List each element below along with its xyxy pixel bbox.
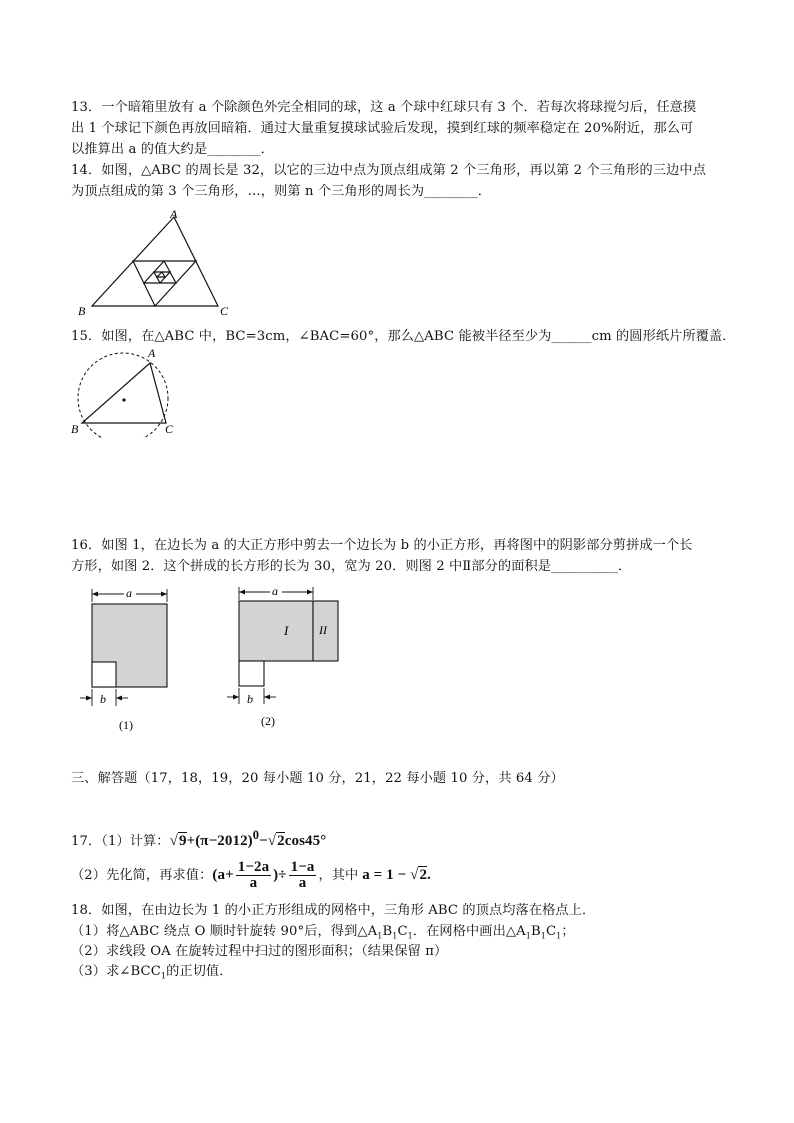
triangle-5 — [157, 272, 165, 277]
q18-line-4: （3）求$\angle BCC_1$的正切值． — [71, 964, 233, 981]
q17-part-2-where: ，其中 — [318, 868, 359, 883]
small-square-outline — [239, 661, 264, 686]
triangle-abc — [82, 363, 166, 423]
label-b: B — [71, 422, 79, 436]
circle-center — [122, 398, 125, 401]
label-part-i: I — [284, 623, 289, 638]
q17-part-1-expression: $√9+(\pi-2012)^0-√2\cos 45^\circ$ — [169, 828, 327, 849]
q13-line-3: 以推算出 a 的值大约是________． — [71, 142, 274, 157]
label-a: A — [148, 346, 156, 360]
q15-circumcircle-figure — [70, 343, 180, 438]
q17-part-2-expression: (a+ $\frac{1-2a}{a}$ )÷ $\frac{1-a}{a}$ — [212, 859, 315, 892]
label-a: a — [126, 586, 132, 600]
label-a: a — [272, 584, 278, 598]
q17-part-1 — [71, 826, 326, 851]
q14-line-2: 为顶点组成的第 3 个三角形，…，则第 n 个三角形的周长为________． — [71, 184, 491, 199]
label-part-ii: II — [319, 623, 327, 637]
part-i-rectangle — [239, 601, 313, 661]
section-3-heading: 三、解答题（17，18，19，20 每小题 10 分，21，22 每小题 10 分，共 64 分） — [71, 771, 564, 786]
q14-line-1: 14．如图，△ABC 的周长是 32，以它的三边中点为顶点组成第 2 个三角形，再以第 2 个三角形的三边中点 — [71, 163, 706, 178]
circumcircle — [78, 353, 168, 438]
q16-line-2: 方形，如图 2．这个拼成的长方形的长为 30，宽为 20．则图 2 中Ⅱ部分的面积是__________． — [71, 559, 632, 574]
q16-figure-2 — [225, 582, 355, 734]
fraction-2: $\frac{1-a}{a}$ — [290, 859, 315, 892]
q18-line-1: 18．如图，在由边长为 1 的小正方形组成的网格中，三角形 ABC 的顶点均落在格点上． — [71, 903, 596, 918]
label-c: C — [165, 422, 174, 436]
q18-line-2: （1）将△ABC 绕点 O 顺时针旋转 90°后，得到$\triangle A_1B_1C_1$．在网格中画出$\triangle A_1B_1C_1$； — [71, 924, 575, 941]
q16-figure-1 — [75, 582, 185, 734]
caption-1: (1) — [119, 718, 133, 732]
q17-part-2-prefix: （2）先化简，再求值： — [71, 868, 213, 883]
label-b: b — [100, 692, 106, 706]
q17-part-2-value: a = 1 − √2. — [362, 867, 431, 883]
label-c: C — [220, 304, 229, 318]
q15-line-1: 15．如图，在△ABC 中，BC=3cm，∠BAC=60°，那么△ABC 能被半径至少为______cm 的圆形纸片所覆盖． — [71, 329, 736, 344]
label-b: B — [78, 304, 86, 318]
q16-line-1: 16．如图 1，在边长为 a 的大正方形中剪去一个边长为 b 的小正方形，再将图中的阴影部分剪拼成一个长 — [71, 538, 693, 553]
fraction-1: $\frac{1-2a}{a}$ — [237, 859, 270, 892]
label-a: A — [170, 207, 178, 221]
label-b: b — [247, 692, 253, 706]
small-square-removed — [92, 662, 116, 687]
q17-part-2 — [71, 858, 431, 893]
q13-line-1: 13．一个暗箱里放有 a 个除颜色外完全相同的球，这 a 个球中红球只有 3 个．若每次将球搅匀后，任意摸 — [71, 100, 697, 115]
q13-line-2: 出 1 个球记下颜色再放回暗箱．通过大量重复摸球试验后发现，摸到红球的频率稳定在 20%附近，那么可 — [71, 121, 694, 136]
q17-part-1-prefix: 17．（1）计算： — [71, 834, 170, 849]
caption-2: (2) — [261, 714, 275, 728]
q18-line-3: （2）求线段 OA 在旋转过程中扫过的图形面积；（结果保留 π） — [71, 944, 448, 959]
q14-nested-triangles-figure — [74, 203, 244, 323]
